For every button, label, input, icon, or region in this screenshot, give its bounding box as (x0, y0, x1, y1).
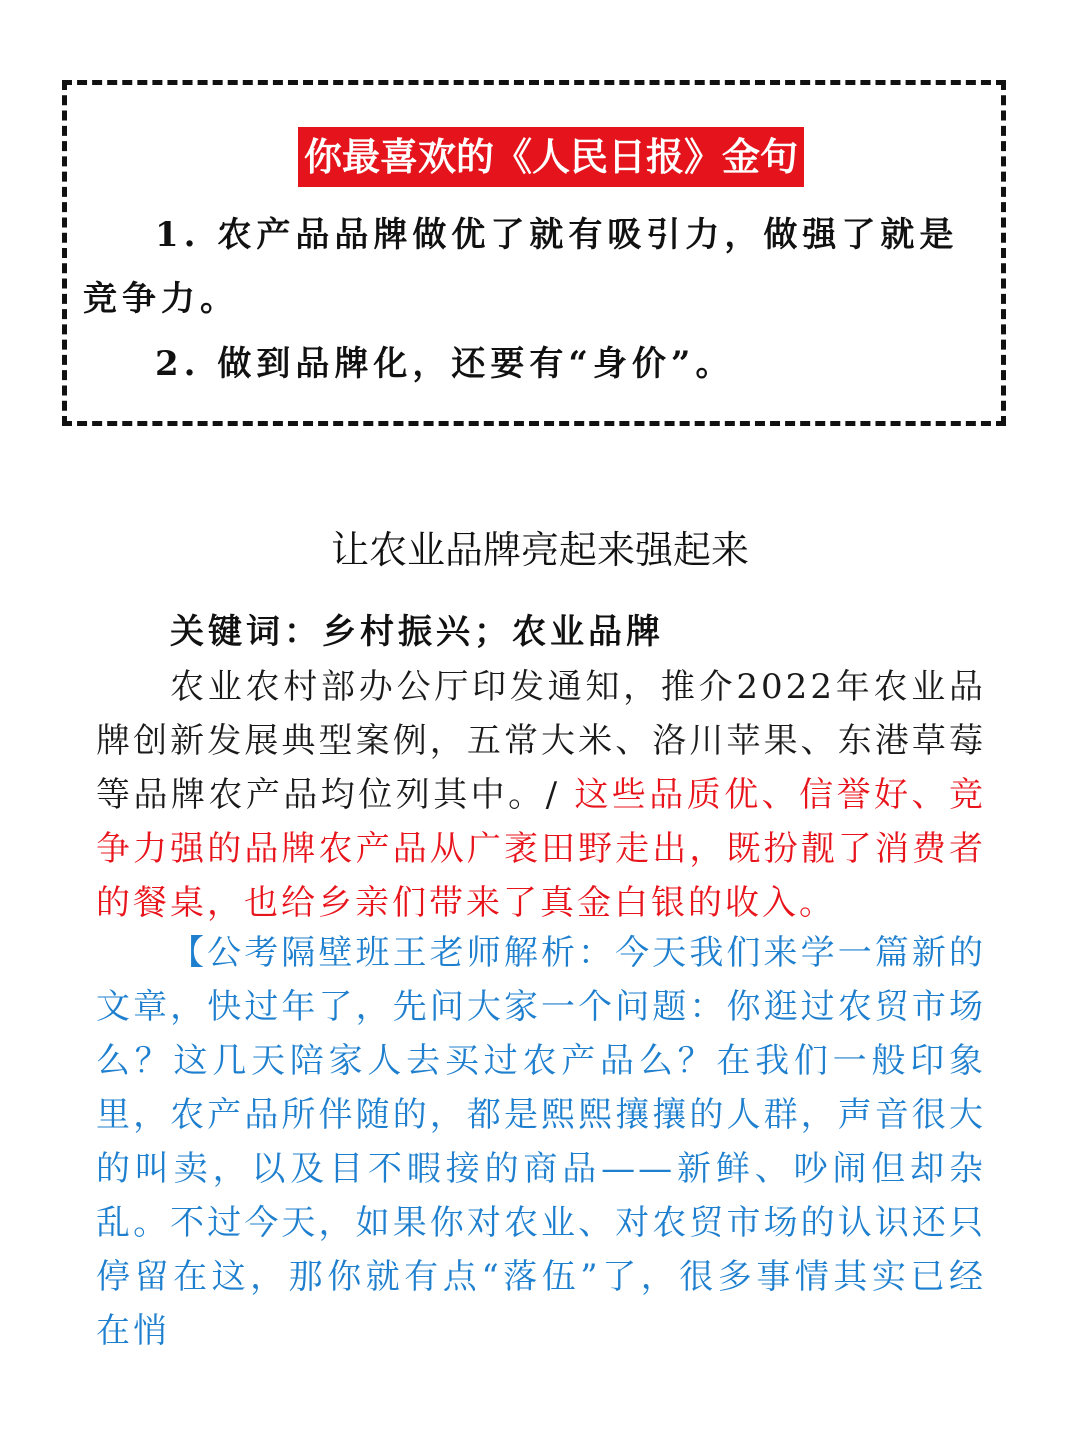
article-title: 让农业品牌亮起来强起来 (330, 528, 749, 572)
paragraph-1-plain-text: 农业农村部办公厅印发通知，推介2022年农业品牌创新发展典型案例，五常大米、洛川苹果、东港草莓等品牌农产品均位列其中。/ (96, 667, 986, 815)
analysis-paragraph: 【公考隔壁班王老师解析：今天我们来学一篇新的文章，快过年了，先问大家一个问题：你逛过农贸市场么？这几天陪家人去买过农产品么？在我们一般印象里，农产品所伴随的，都是熙熙攘攘的人群，声音很大的叫卖，以及目不暇接的商品——新鲜、吵闹但却杂乱。不过今天，如果你对农业、对农贸市场的认识还只停留在这，那你就有点“落伍”了，很多事情其实已经在悄 (96, 933, 986, 1351)
paragraph-1-highlight-text: 这些品质优、信誉好、竞争力强的品牌农产品从广袤田野走出，既扮靓了消费者的餐桌，也给乡亲们带来了真金白银的收入。 (96, 775, 987, 923)
quote-box-title: 你最喜欢的《人民日报》金句 (298, 127, 804, 187)
article-keywords: 关键词：乡村振兴；农业品牌 (170, 612, 664, 652)
quote-item-1: 1. 农产品品牌做优了就有吸引力，做强了就是竞争力。 (83, 215, 959, 319)
quote-box (62, 80, 1006, 426)
article-paragraph-1 (96, 660, 986, 930)
quote-item-2: 2. 做到品牌化，还要有“身价”。 (155, 344, 735, 384)
